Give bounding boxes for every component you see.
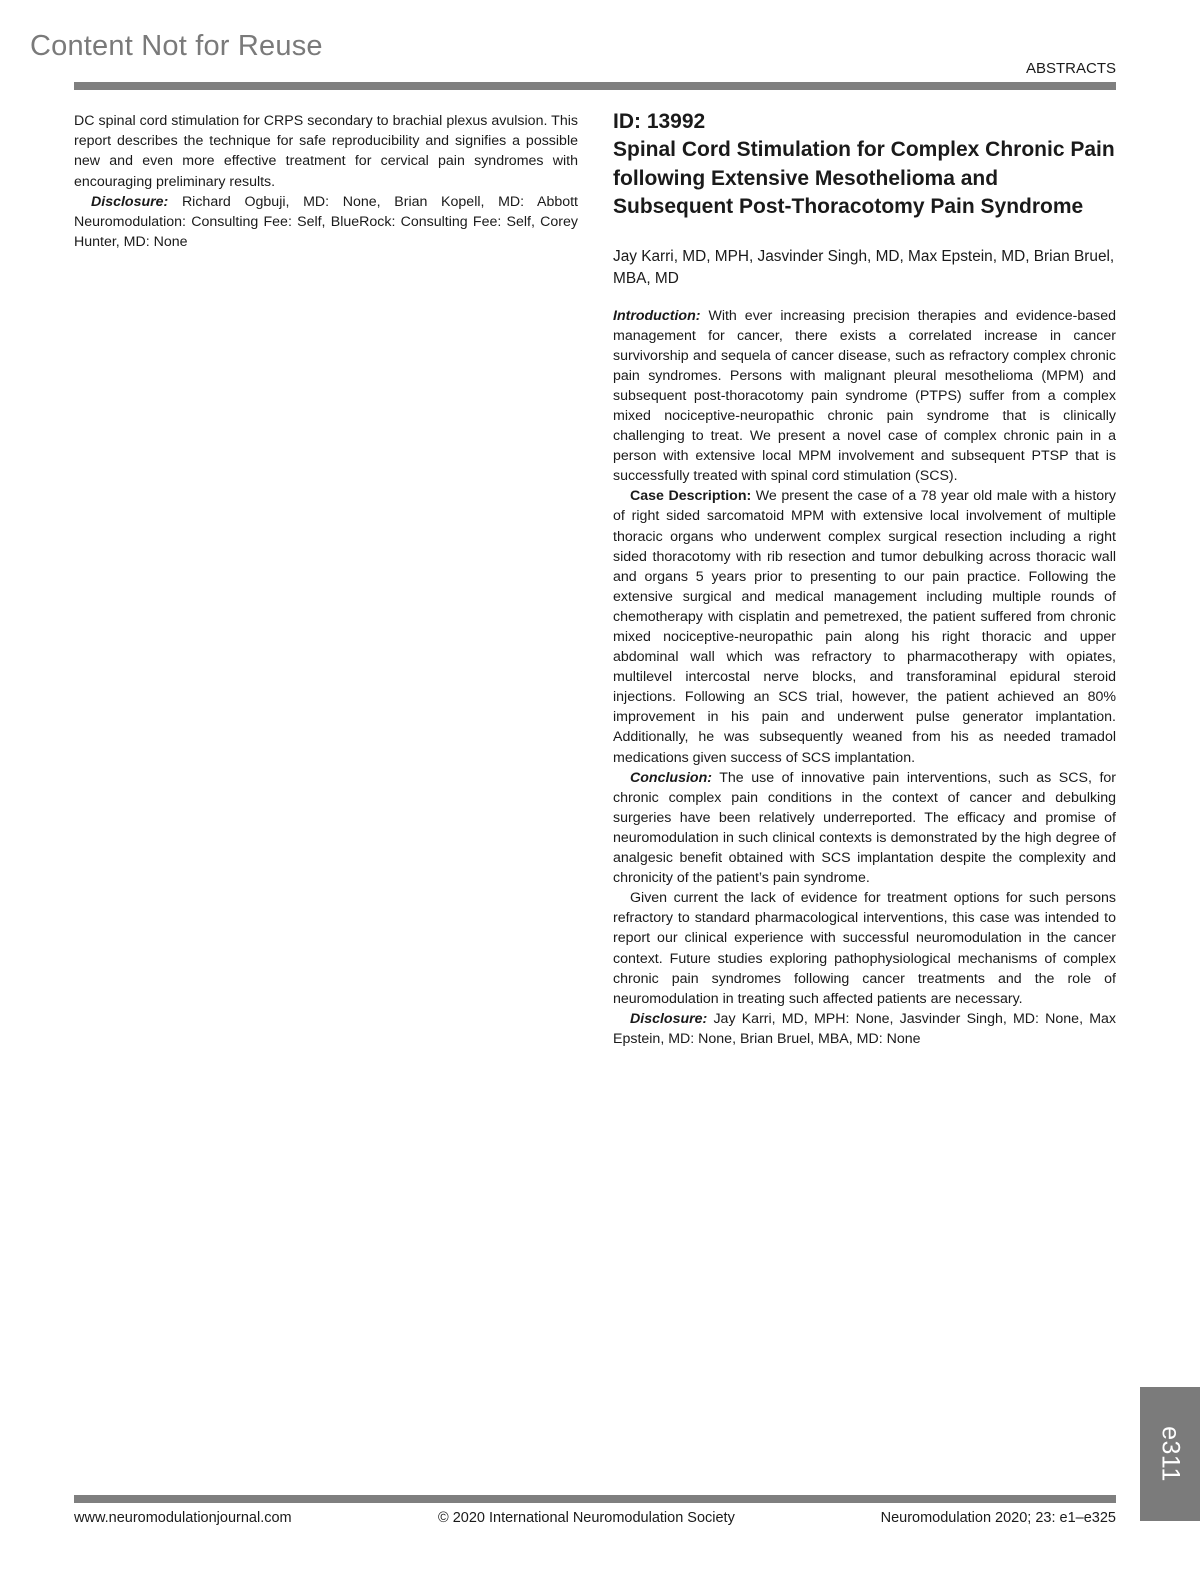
abstract-authors: Jay Karri, MD, MPH, Jasvinder Singh, MD, Max Epstein, MD, Brian Bruel, MBA, MD bbox=[613, 247, 1115, 287]
left-disclosure-text: Richard Ogbuji, MD: None, Brian Kopell, MD: Abbott Neuromodulation: Consulting Fee: Self, BlueRock: Consulting Fee: Self, Corey Hunter, MD: None bbox=[74, 193, 578, 251]
page-number: e311 bbox=[1156, 1426, 1185, 1482]
footer-copyright: © 2020 International Neuromodulation Society bbox=[438, 1510, 735, 1526]
left-disclosure-label: Disclosure: bbox=[91, 193, 169, 210]
conclusion-label: Conclusion: bbox=[630, 769, 712, 786]
left-disclosure-paragraph bbox=[74, 192, 578, 253]
footer-rule bbox=[74, 1495, 1116, 1503]
abstract-disclosure-paragraph bbox=[613, 1009, 1116, 1049]
case-label: Case Description: bbox=[630, 488, 752, 505]
section-label: ABSTRACTS bbox=[1025, 60, 1116, 77]
abstract-disclosure-label: Disclosure: bbox=[630, 1010, 708, 1027]
footer-website[interactable]: www.neuromodulationjournal.com bbox=[74, 1510, 292, 1526]
page-number-tab bbox=[1140, 1387, 1200, 1521]
abstract-title: Spinal Cord Stimulation for Complex Chronic Pain following Extensive Mesothelioma and Subsequent Post-Thoracotomy Pain Syndrome bbox=[613, 138, 1115, 218]
case-paragraph bbox=[613, 486, 1116, 767]
introduction-paragraph bbox=[613, 306, 1116, 487]
continuation-paragraph: DC spinal cord stimulation for CRPS secondary to brachial plexus avulsion. This report describes the technique for safe reproducibility and signifies a possible new and even more effective treatment for cervical pain syndromes with encouraging preliminary results. bbox=[74, 113, 578, 190]
conclusion-paragraph bbox=[613, 768, 1116, 889]
introduction-label: Introduction: bbox=[613, 307, 701, 324]
right-column bbox=[613, 108, 1116, 1049]
abstract-body bbox=[613, 306, 1116, 1049]
abstract-disclosure-text: Jay Karri, MD, MPH: None, Jasvinder Singh, MD: None, Max Epstein, MD: None, Brian Bruel, MBA, MD: None bbox=[613, 1010, 1116, 1047]
introduction-text: With ever increasing precision therapies and evidence-based management for cancer, there exists a correlated increase in cancer survivorship and sequela of cancer disease, such as refractory complex chronic pain syndromes. Persons with malignant pleural mesothelioma (MPM) and subsequent post-thoracotomy pain syndrome (PTPS) suffer from a complex mixed nociceptive-neuropathic chronic pain syndrome that is clinically challenging to treat. We present a novel case of complex chronic pain in a person with extensive local MPM involvement and subsequent PTSP that is successfully treated with spinal cord stimulation (SCS). bbox=[613, 307, 1116, 485]
extra-paragraph: Given current the lack of evidence for treatment options for such persons refractory to standard pharmacological interventions, this case was intended to report our clinical experience with successful neuromodulation in the cancer context. Future studies exploring pathophysiological mechanisms of complex chronic pain syndromes following cancer treatments and the role of neuromodulation in treating such affected patients are necessary. bbox=[613, 890, 1116, 1007]
watermark: Content Not for Reuse bbox=[30, 30, 323, 62]
conclusion-text: The use of innovative pain interventions, such as SCS, for chronic complex pain conditions in the context of cancer and debulking surgeries have been relatively underreported. The efficacy and promise of neuromodulation in such clinical contexts is demonstrated by the high degree of analgesic benefit obtained with SCS implantation despite the complexity and chronicity of the patient’s pain syndrome. bbox=[613, 769, 1116, 887]
header-rule bbox=[74, 82, 1116, 90]
abstract-id: ID: 13992 bbox=[613, 110, 706, 133]
case-text: We present the case of a 78 year old male with a history of right sided sarcomatoid MPM with extensive local involvement of multiple thoracic organs who underwent complex surgical resection including a right sided thoracotomy with rib resection and tumor debulking across thoracic wall and organs 5 years prior to presenting to our pain practice. Following the extensive surgical and medical management including multiple rounds of chemotherapy with cisplatin and pemetrexed, the patient suffered from chronic mixed nociceptive-neuropathic pain along his right thoracic and upper abdominal wall which was refractory to pharmacotherapy with opiates, multilevel intercostal nerve blocks, and transforaminal epidural steroid injections. Following an SCS trial, however, the patient achieved an 80% improvement in his pain and underwent pulse generator implantation. Additionally, he was subsequently weaned from his as needed tramadol medications given success of SCS implantation. bbox=[613, 488, 1116, 766]
footer-citation: Neuromodulation 2020; 23: e1–e325 bbox=[880, 1510, 1116, 1526]
left-column bbox=[74, 111, 578, 252]
